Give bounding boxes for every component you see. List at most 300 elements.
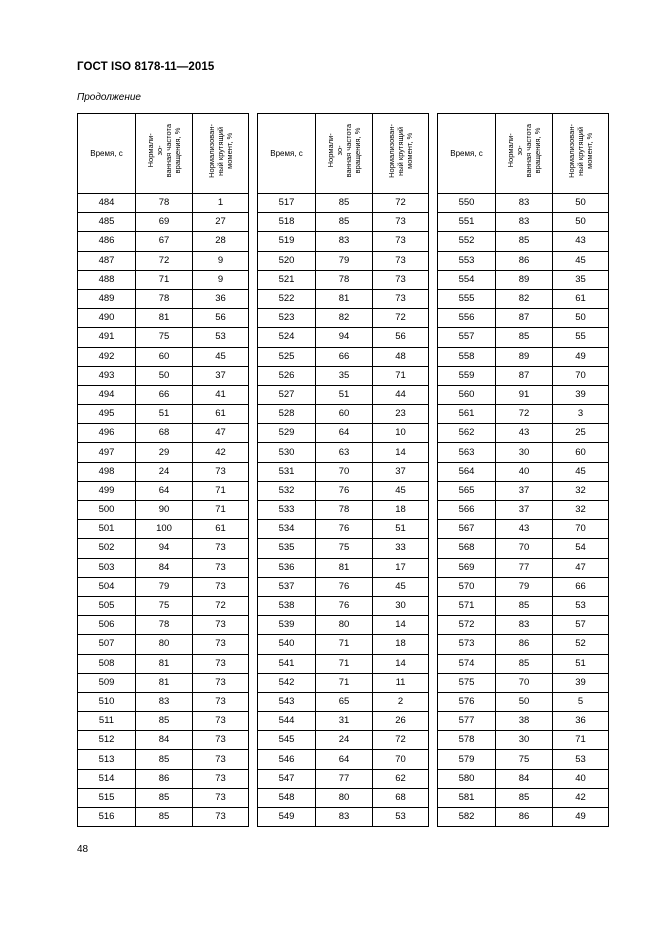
time-cell: 494 [78, 385, 136, 404]
time-cell: 539 [258, 616, 316, 635]
speed-cell: 83 [496, 194, 553, 213]
time-cell: 535 [258, 539, 316, 558]
torque-cell: 42 [553, 788, 609, 807]
table-row [258, 251, 429, 270]
time-cell: 509 [78, 673, 136, 692]
table-row [258, 385, 429, 404]
torque-cell: 66 [553, 577, 609, 596]
time-cell: 516 [78, 808, 136, 827]
torque-cell: 39 [553, 673, 609, 692]
time-cell: 543 [258, 692, 316, 711]
torque-cell: 48 [373, 347, 429, 366]
table-row [78, 366, 249, 385]
time-cell: 575 [438, 673, 496, 692]
speed-cell: 75 [496, 750, 553, 769]
time-cell: 577 [438, 712, 496, 731]
speed-cell: 64 [316, 750, 373, 769]
time-cell: 556 [438, 309, 496, 328]
table-row [78, 347, 249, 366]
torque-cell: 14 [373, 616, 429, 635]
speed-cell: 84 [136, 731, 193, 750]
speed-cell: 72 [496, 405, 553, 424]
header-normalized-speed-text: Нормали- зо- ванная частота вращения, % [506, 124, 542, 178]
speed-cell: 81 [316, 558, 373, 577]
speed-cell: 65 [316, 692, 373, 711]
header-normalized-speed-text: Нормали- зо- ванная частота вращения, % [146, 124, 182, 178]
torque-cell: 72 [373, 309, 429, 328]
speed-cell: 94 [316, 328, 373, 347]
header-normalized-torque [193, 114, 249, 194]
table-row [438, 251, 609, 270]
table-row [258, 808, 429, 827]
time-cell: 580 [438, 769, 496, 788]
speed-cell: 83 [316, 808, 373, 827]
header-normalized-speed [136, 114, 193, 194]
time-cell: 527 [258, 385, 316, 404]
table-row [438, 750, 609, 769]
table-row [438, 654, 609, 673]
time-cell: 511 [78, 712, 136, 731]
table-row [438, 712, 609, 731]
torque-cell: 5 [553, 692, 609, 711]
torque-cell: 33 [373, 539, 429, 558]
speed-cell: 66 [316, 347, 373, 366]
table-row [438, 328, 609, 347]
time-cell: 507 [78, 635, 136, 654]
table-row [438, 462, 609, 481]
torque-cell: 44 [373, 385, 429, 404]
table-header-row [78, 114, 249, 194]
torque-cell: 18 [373, 501, 429, 520]
speed-cell: 50 [496, 692, 553, 711]
time-cell: 526 [258, 366, 316, 385]
time-cell: 487 [78, 251, 136, 270]
table-row [78, 712, 249, 731]
table-row [258, 788, 429, 807]
time-cell: 565 [438, 481, 496, 500]
speed-cell: 81 [136, 654, 193, 673]
torque-cell: 40 [553, 769, 609, 788]
torque-cell: 25 [553, 424, 609, 443]
table-row [78, 481, 249, 500]
header-time: Время, с [78, 114, 136, 194]
time-cell: 495 [78, 405, 136, 424]
table-row [78, 309, 249, 328]
speed-cell: 87 [496, 366, 553, 385]
page-number: 48 [77, 844, 89, 855]
torque-cell: 35 [553, 270, 609, 289]
table-row [438, 808, 609, 827]
time-cell: 576 [438, 692, 496, 711]
torque-cell: 73 [193, 635, 249, 654]
speed-cell: 87 [496, 309, 553, 328]
table-row [258, 328, 429, 347]
torque-cell: 54 [553, 539, 609, 558]
torque-cell: 45 [553, 462, 609, 481]
speed-cell: 79 [316, 251, 373, 270]
speed-cell: 51 [316, 385, 373, 404]
header-normalized-torque-text: Нормализован- ный крутящий момент, % [567, 124, 594, 178]
time-cell: 489 [78, 289, 136, 308]
speed-cell: 67 [136, 232, 193, 251]
torque-cell: 73 [193, 462, 249, 481]
table-row [438, 194, 609, 213]
torque-cell: 9 [193, 251, 249, 270]
speed-cell: 86 [496, 808, 553, 827]
torque-cell: 73 [193, 788, 249, 807]
table-row [78, 596, 249, 615]
speed-cell: 70 [496, 539, 553, 558]
time-cell: 560 [438, 385, 496, 404]
speed-cell: 71 [316, 654, 373, 673]
time-cell: 530 [258, 443, 316, 462]
data-table-1 [77, 113, 249, 827]
torque-cell: 39 [553, 385, 609, 404]
time-cell: 562 [438, 424, 496, 443]
speed-cell: 81 [316, 289, 373, 308]
speed-cell: 77 [496, 558, 553, 577]
torque-cell: 51 [553, 654, 609, 673]
torque-cell: 56 [193, 309, 249, 328]
table-row [438, 616, 609, 635]
speed-cell: 64 [136, 481, 193, 500]
speed-cell: 75 [136, 328, 193, 347]
torque-cell: 49 [553, 808, 609, 827]
torque-cell: 73 [373, 251, 429, 270]
time-cell: 573 [438, 635, 496, 654]
table-row [258, 462, 429, 481]
torque-cell: 42 [193, 443, 249, 462]
torque-cell: 50 [553, 194, 609, 213]
speed-cell: 78 [316, 270, 373, 289]
torque-cell: 45 [553, 251, 609, 270]
table-row [258, 577, 429, 596]
speed-cell: 80 [136, 635, 193, 654]
header-normalized-torque-text: Нормализован- ный крутящий момент, % [387, 124, 414, 178]
table-row [258, 232, 429, 251]
speed-cell: 38 [496, 712, 553, 731]
speed-cell: 64 [316, 424, 373, 443]
torque-cell: 56 [373, 328, 429, 347]
torque-cell: 52 [553, 635, 609, 654]
table-row [438, 443, 609, 462]
table-row [78, 558, 249, 577]
table-row [78, 424, 249, 443]
speed-cell: 63 [316, 443, 373, 462]
torque-cell: 73 [373, 270, 429, 289]
table-row [438, 501, 609, 520]
time-cell: 549 [258, 808, 316, 827]
time-cell: 514 [78, 769, 136, 788]
speed-cell: 24 [316, 731, 373, 750]
time-cell: 491 [78, 328, 136, 347]
time-cell: 484 [78, 194, 136, 213]
torque-cell: 50 [553, 213, 609, 232]
time-cell: 548 [258, 788, 316, 807]
table-row [78, 616, 249, 635]
time-cell: 534 [258, 520, 316, 539]
time-cell: 510 [78, 692, 136, 711]
time-cell: 505 [78, 596, 136, 615]
time-cell: 557 [438, 328, 496, 347]
speed-cell: 30 [496, 731, 553, 750]
table-row [258, 289, 429, 308]
speed-cell: 85 [136, 712, 193, 731]
time-cell: 552 [438, 232, 496, 251]
table-row [78, 750, 249, 769]
speed-cell: 85 [136, 808, 193, 827]
time-cell: 525 [258, 347, 316, 366]
table-row [78, 232, 249, 251]
torque-cell: 41 [193, 385, 249, 404]
speed-cell: 75 [136, 596, 193, 615]
time-cell: 582 [438, 808, 496, 827]
time-cell: 504 [78, 577, 136, 596]
table-row [78, 462, 249, 481]
torque-cell: 45 [373, 577, 429, 596]
speed-cell: 78 [136, 194, 193, 213]
speed-cell: 60 [136, 347, 193, 366]
torque-cell: 26 [373, 712, 429, 731]
speed-cell: 84 [136, 558, 193, 577]
table-row [78, 194, 249, 213]
time-cell: 553 [438, 251, 496, 270]
torque-cell: 72 [373, 194, 429, 213]
table-row [258, 424, 429, 443]
table-row [258, 712, 429, 731]
time-cell: 559 [438, 366, 496, 385]
torque-cell: 70 [373, 750, 429, 769]
table-row [258, 616, 429, 635]
time-cell: 503 [78, 558, 136, 577]
torque-cell: 11 [373, 673, 429, 692]
table-row [438, 635, 609, 654]
table-row [78, 289, 249, 308]
speed-cell: 82 [496, 289, 553, 308]
time-cell: 550 [438, 194, 496, 213]
time-cell: 498 [78, 462, 136, 481]
table-row [78, 577, 249, 596]
table-row [78, 405, 249, 424]
time-cell: 546 [258, 750, 316, 769]
torque-cell: 49 [553, 347, 609, 366]
speed-cell: 35 [316, 366, 373, 385]
speed-cell: 86 [136, 769, 193, 788]
time-cell: 490 [78, 309, 136, 328]
data-table-2 [257, 113, 429, 827]
time-cell: 497 [78, 443, 136, 462]
table-row [438, 577, 609, 596]
time-cell: 492 [78, 347, 136, 366]
torque-cell: 14 [373, 443, 429, 462]
torque-cell: 73 [193, 654, 249, 673]
table-row [438, 596, 609, 615]
speed-cell: 89 [496, 347, 553, 366]
torque-cell: 61 [553, 289, 609, 308]
continued-label: Продолжение [77, 92, 141, 103]
torque-cell: 62 [373, 769, 429, 788]
time-cell: 521 [258, 270, 316, 289]
time-cell: 502 [78, 539, 136, 558]
torque-cell: 68 [373, 788, 429, 807]
speed-cell: 79 [136, 577, 193, 596]
time-cell: 506 [78, 616, 136, 635]
speed-cell: 76 [316, 577, 373, 596]
time-cell: 523 [258, 309, 316, 328]
speed-cell: 51 [136, 405, 193, 424]
time-cell: 578 [438, 731, 496, 750]
speed-cell: 82 [316, 309, 373, 328]
torque-cell: 71 [373, 366, 429, 385]
time-cell: 568 [438, 539, 496, 558]
table-row [258, 366, 429, 385]
time-cell: 536 [258, 558, 316, 577]
torque-cell: 73 [193, 692, 249, 711]
time-cell: 537 [258, 577, 316, 596]
torque-cell: 32 [553, 481, 609, 500]
time-cell: 493 [78, 366, 136, 385]
time-cell: 545 [258, 731, 316, 750]
torque-cell: 3 [553, 405, 609, 424]
speed-cell: 89 [496, 270, 553, 289]
table-row [78, 443, 249, 462]
torque-cell: 30 [373, 596, 429, 615]
data-table-3 [437, 113, 609, 827]
speed-cell: 78 [316, 501, 373, 520]
torque-cell: 28 [193, 232, 249, 251]
time-cell: 532 [258, 481, 316, 500]
table-row [78, 501, 249, 520]
torque-cell: 37 [373, 462, 429, 481]
torque-cell: 32 [553, 501, 609, 520]
table-row [258, 481, 429, 500]
torque-cell: 71 [193, 481, 249, 500]
time-cell: 571 [438, 596, 496, 615]
table-row [78, 328, 249, 347]
table-row [438, 270, 609, 289]
torque-cell: 47 [193, 424, 249, 443]
speed-cell: 70 [316, 462, 373, 481]
torque-cell: 70 [553, 366, 609, 385]
speed-cell: 68 [136, 424, 193, 443]
time-cell: 529 [258, 424, 316, 443]
time-cell: 533 [258, 501, 316, 520]
speed-cell: 85 [496, 232, 553, 251]
speed-cell: 75 [316, 539, 373, 558]
time-cell: 570 [438, 577, 496, 596]
speed-cell: 66 [136, 385, 193, 404]
torque-cell: 70 [553, 520, 609, 539]
table-row [78, 769, 249, 788]
speed-cell: 83 [496, 616, 553, 635]
table-row [438, 731, 609, 750]
speed-cell: 91 [496, 385, 553, 404]
speed-cell: 37 [496, 501, 553, 520]
torque-cell: 72 [193, 596, 249, 615]
table-row [78, 213, 249, 232]
speed-cell: 85 [496, 596, 553, 615]
speed-cell: 85 [316, 213, 373, 232]
torque-cell: 53 [553, 750, 609, 769]
table-row [438, 424, 609, 443]
table-row [258, 194, 429, 213]
table-row [438, 385, 609, 404]
torque-cell: 73 [193, 712, 249, 731]
speed-cell: 40 [496, 462, 553, 481]
time-cell: 542 [258, 673, 316, 692]
table-row [438, 213, 609, 232]
speed-cell: 81 [136, 309, 193, 328]
speed-cell: 83 [496, 213, 553, 232]
torque-cell: 50 [553, 309, 609, 328]
table-row [438, 539, 609, 558]
time-cell: 574 [438, 654, 496, 673]
torque-cell: 61 [193, 405, 249, 424]
torque-cell: 73 [193, 750, 249, 769]
speed-cell: 100 [136, 520, 193, 539]
speed-cell: 76 [316, 596, 373, 615]
header-normalized-torque-text: Нормализован- ный крутящий момент, % [207, 124, 234, 178]
time-cell: 554 [438, 270, 496, 289]
time-cell: 563 [438, 443, 496, 462]
table-row [78, 270, 249, 289]
speed-cell: 85 [136, 788, 193, 807]
header-time: Время, с [258, 114, 316, 194]
speed-cell: 78 [136, 616, 193, 635]
table-row [258, 347, 429, 366]
torque-cell: 51 [373, 520, 429, 539]
torque-cell: 10 [373, 424, 429, 443]
table-row [258, 692, 429, 711]
table-row [78, 808, 249, 827]
torque-cell: 53 [193, 328, 249, 347]
speed-cell: 69 [136, 213, 193, 232]
speed-cell: 85 [496, 654, 553, 673]
time-cell: 524 [258, 328, 316, 347]
speed-cell: 83 [136, 692, 193, 711]
speed-cell: 76 [316, 481, 373, 500]
torque-cell: 27 [193, 213, 249, 232]
torque-cell: 73 [193, 616, 249, 635]
torque-cell: 60 [553, 443, 609, 462]
time-cell: 569 [438, 558, 496, 577]
table-row [78, 788, 249, 807]
time-cell: 566 [438, 501, 496, 520]
time-cell: 522 [258, 289, 316, 308]
time-cell: 518 [258, 213, 316, 232]
time-cell: 564 [438, 462, 496, 481]
time-cell: 558 [438, 347, 496, 366]
speed-cell: 71 [316, 673, 373, 692]
speed-cell: 50 [136, 366, 193, 385]
speed-cell: 77 [316, 769, 373, 788]
speed-cell: 31 [316, 712, 373, 731]
time-cell: 528 [258, 405, 316, 424]
time-cell: 581 [438, 788, 496, 807]
time-cell: 508 [78, 654, 136, 673]
header-normalized-speed-text: Нормали- зо- ванная частота вращения, % [326, 124, 362, 178]
time-cell: 512 [78, 731, 136, 750]
table-row [258, 520, 429, 539]
time-cell: 561 [438, 405, 496, 424]
torque-cell: 73 [193, 539, 249, 558]
time-cell: 488 [78, 270, 136, 289]
speed-cell: 37 [496, 481, 553, 500]
time-cell: 572 [438, 616, 496, 635]
header-normalized-speed [496, 114, 553, 194]
time-cell: 538 [258, 596, 316, 615]
torque-cell: 73 [193, 769, 249, 788]
